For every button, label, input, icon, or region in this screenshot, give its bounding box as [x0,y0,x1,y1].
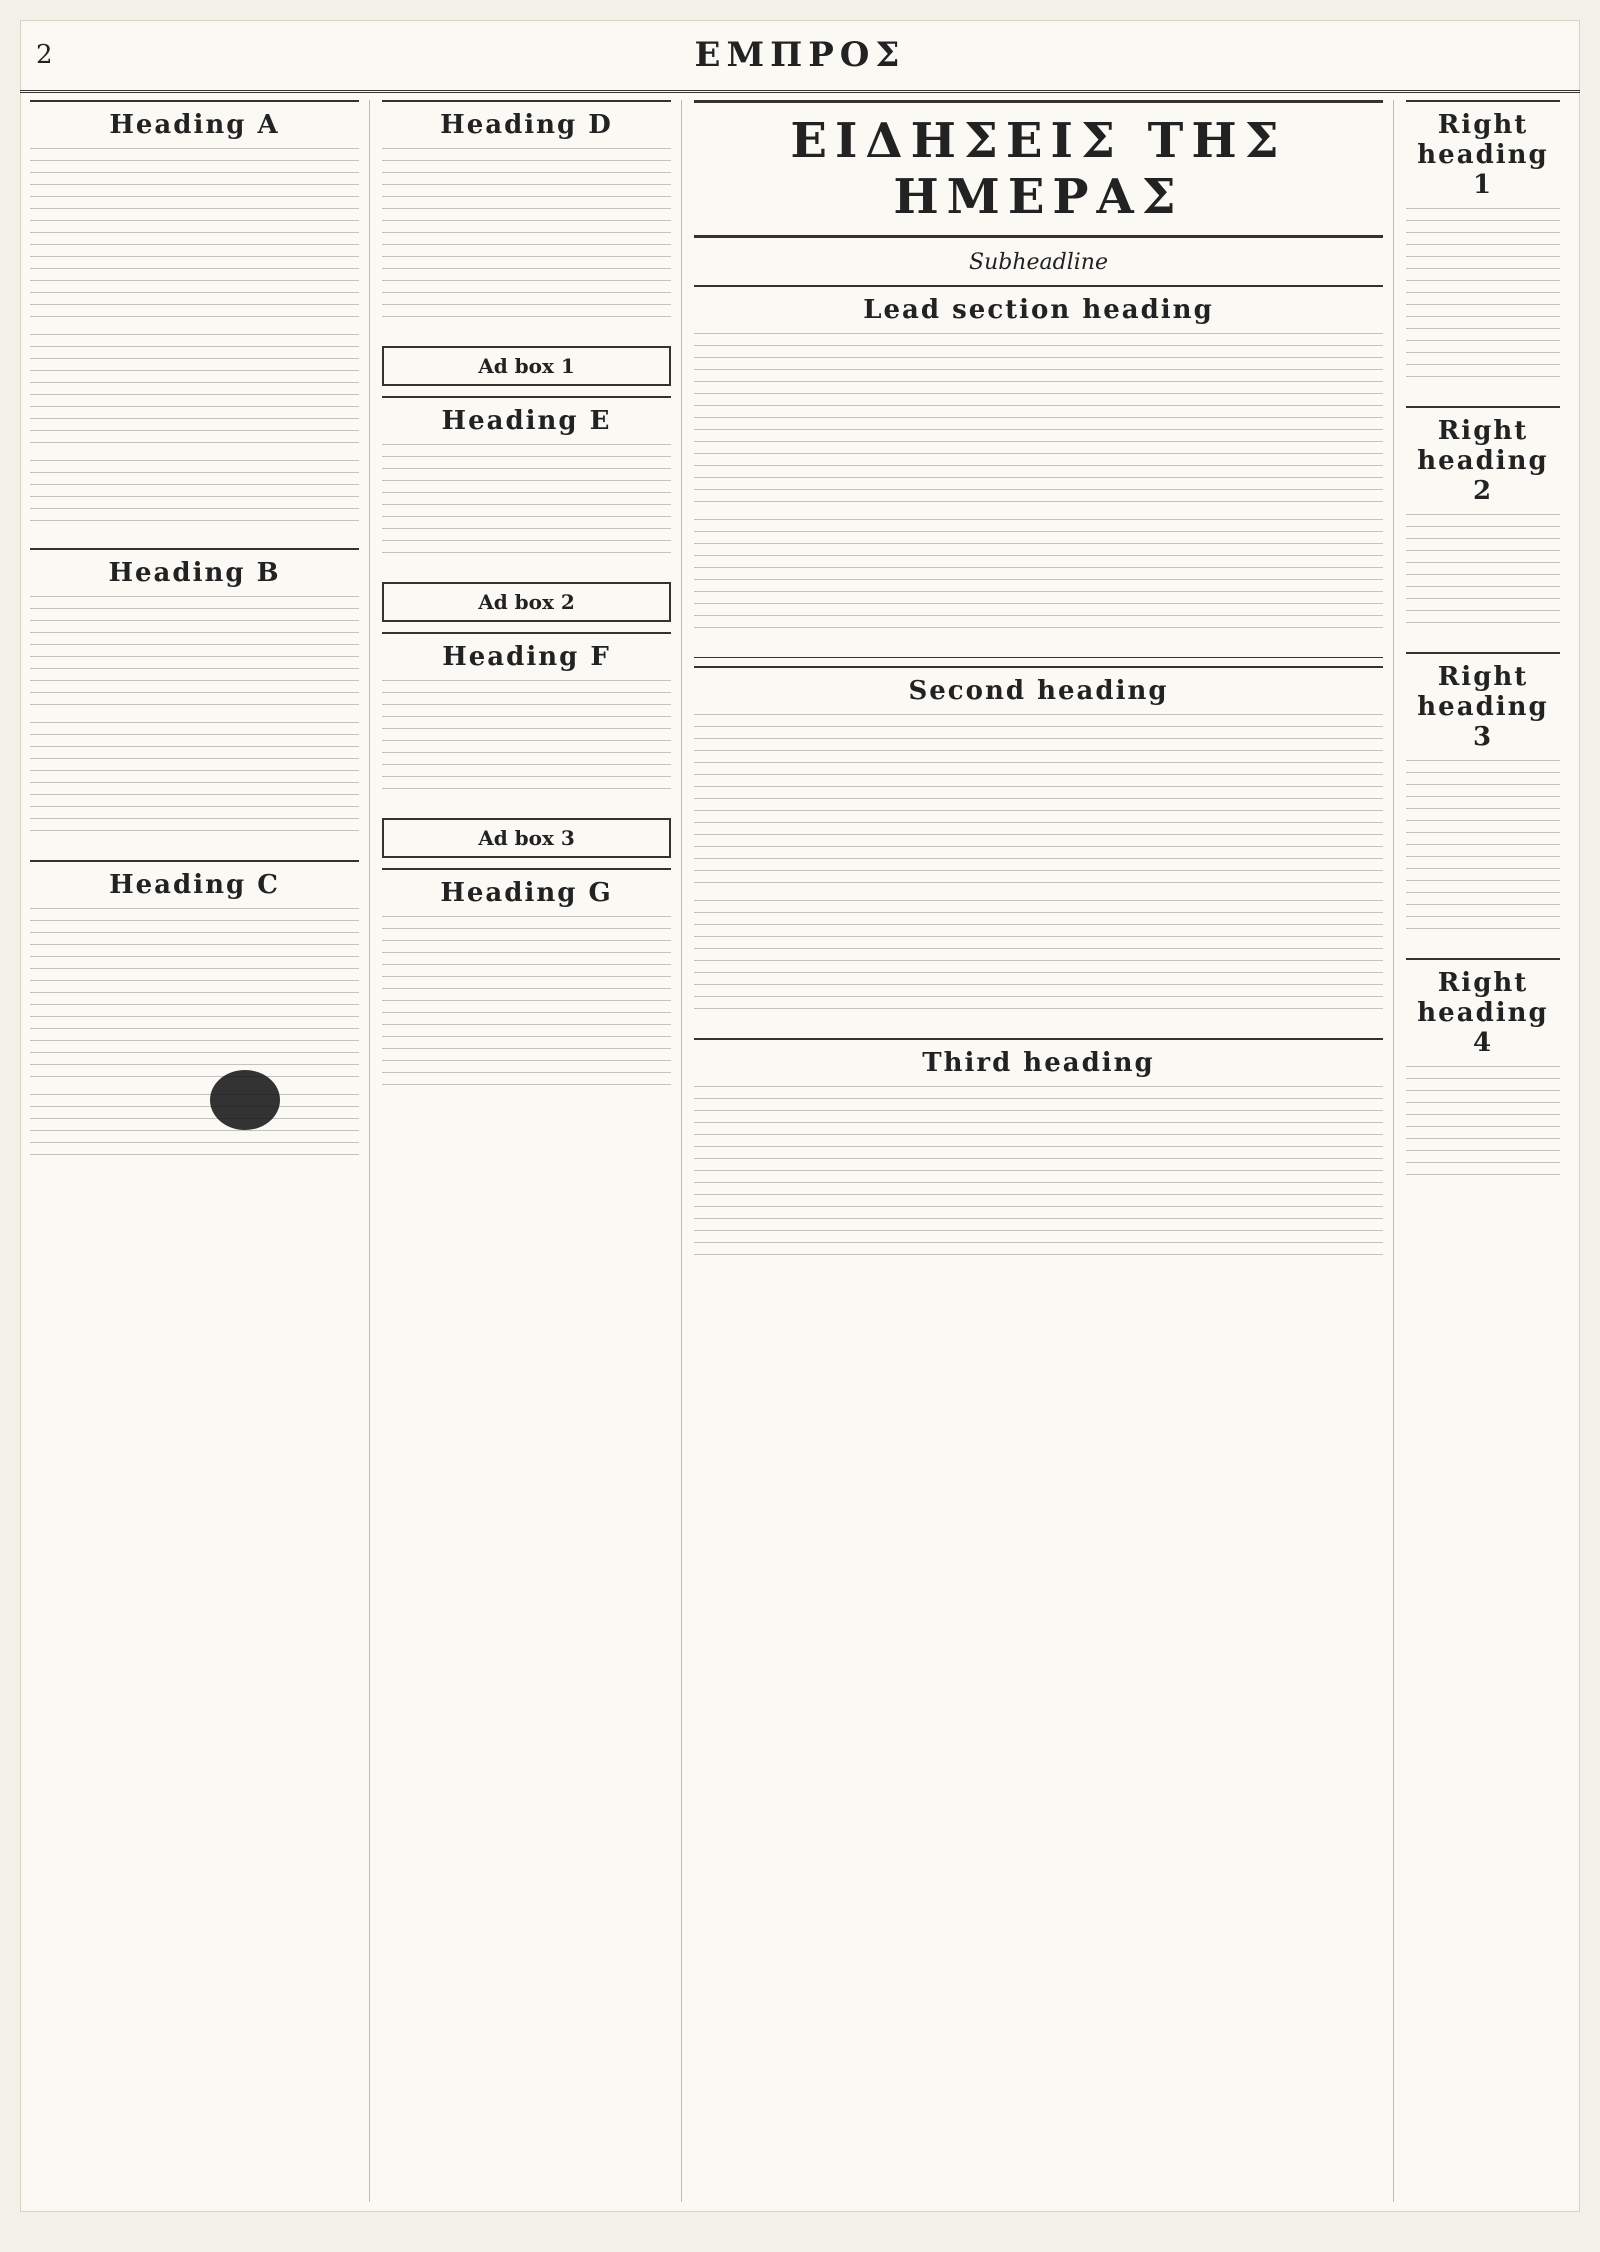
text-block [694,1086,1383,1266]
page-number: 2 [36,40,53,70]
text-block [1406,760,1560,940]
masthead: ΕΜΠΡΟΣ [694,35,906,75]
section-right-4 [1406,958,1560,1186]
text-block [1406,208,1560,388]
text-block [382,680,671,800]
text-block [30,1094,359,1164]
section-title-second-1: Heading D [440,110,613,140]
text-block [30,334,359,454]
section-right-1 [1406,100,1560,388]
headline-band [694,100,1383,238]
center-section-1 [694,285,1383,639]
second-column [382,100,682,2202]
text-block [694,714,1383,894]
center-section-title-2: Second heading [908,676,1169,706]
text-block [382,444,671,564]
text-block [1406,514,1560,634]
text-block [382,148,671,328]
subheadline: Subheadline [969,250,1108,275]
section-title-second-4: Heading G [440,878,613,908]
section-second-2 [382,396,671,564]
section-title-right-2: Right heading 2 [1417,416,1549,506]
text-block [30,148,359,328]
center-section-title-1: Lead section heading [863,295,1214,325]
section-title-right-1: Right heading 1 [1417,110,1549,200]
section-title-left-3: Heading C [109,870,280,900]
section-title-second-2: Heading E [441,406,612,436]
text-block [30,460,359,530]
right-column [1406,100,1570,2202]
center-section-2 [694,666,1383,1020]
text-block [694,519,1383,639]
center-section-title-3: Third heading [922,1048,1155,1078]
text-block [30,722,359,842]
text-block [694,333,1383,513]
section-second-1 [382,100,671,328]
section-right-2 [1406,406,1560,634]
section-second-3 [382,632,671,800]
ad-box-3: Ad box 3 [382,818,671,858]
text-block [1406,1066,1560,1186]
section-title-right-4: Right heading 4 [1417,968,1549,1058]
section-title-second-3: Heading F [442,642,611,672]
text-block [382,916,671,1096]
section-left-2 [30,548,359,842]
newspaper-page [20,20,1580,2212]
section-right-3 [1406,652,1560,940]
divider [694,657,1383,658]
center-section-3 [694,1038,1383,1266]
text-block [694,900,1383,1020]
text-block [30,908,359,1088]
text-block [30,596,359,716]
section-left-3 [30,860,359,1164]
section-title-right-3: Right heading 3 [1417,662,1549,752]
section-title-left-2: Heading B [108,558,281,588]
center-column [694,100,1394,2202]
columns [30,100,1570,2202]
headline: ΕΙΔΗΣΕΙΣ ΤΗΣ ΗΜΕΡΑΣ [790,113,1287,225]
page-header [20,20,1580,93]
section-second-4 [382,868,671,1096]
section-title-left-1: Heading A [109,110,280,140]
ink-stain [210,1070,280,1130]
left-column [30,100,370,2202]
ad-box-2: Ad box 2 [382,582,671,622]
ad-box-1: Ad box 1 [382,346,671,386]
section-left-1 [30,100,359,530]
